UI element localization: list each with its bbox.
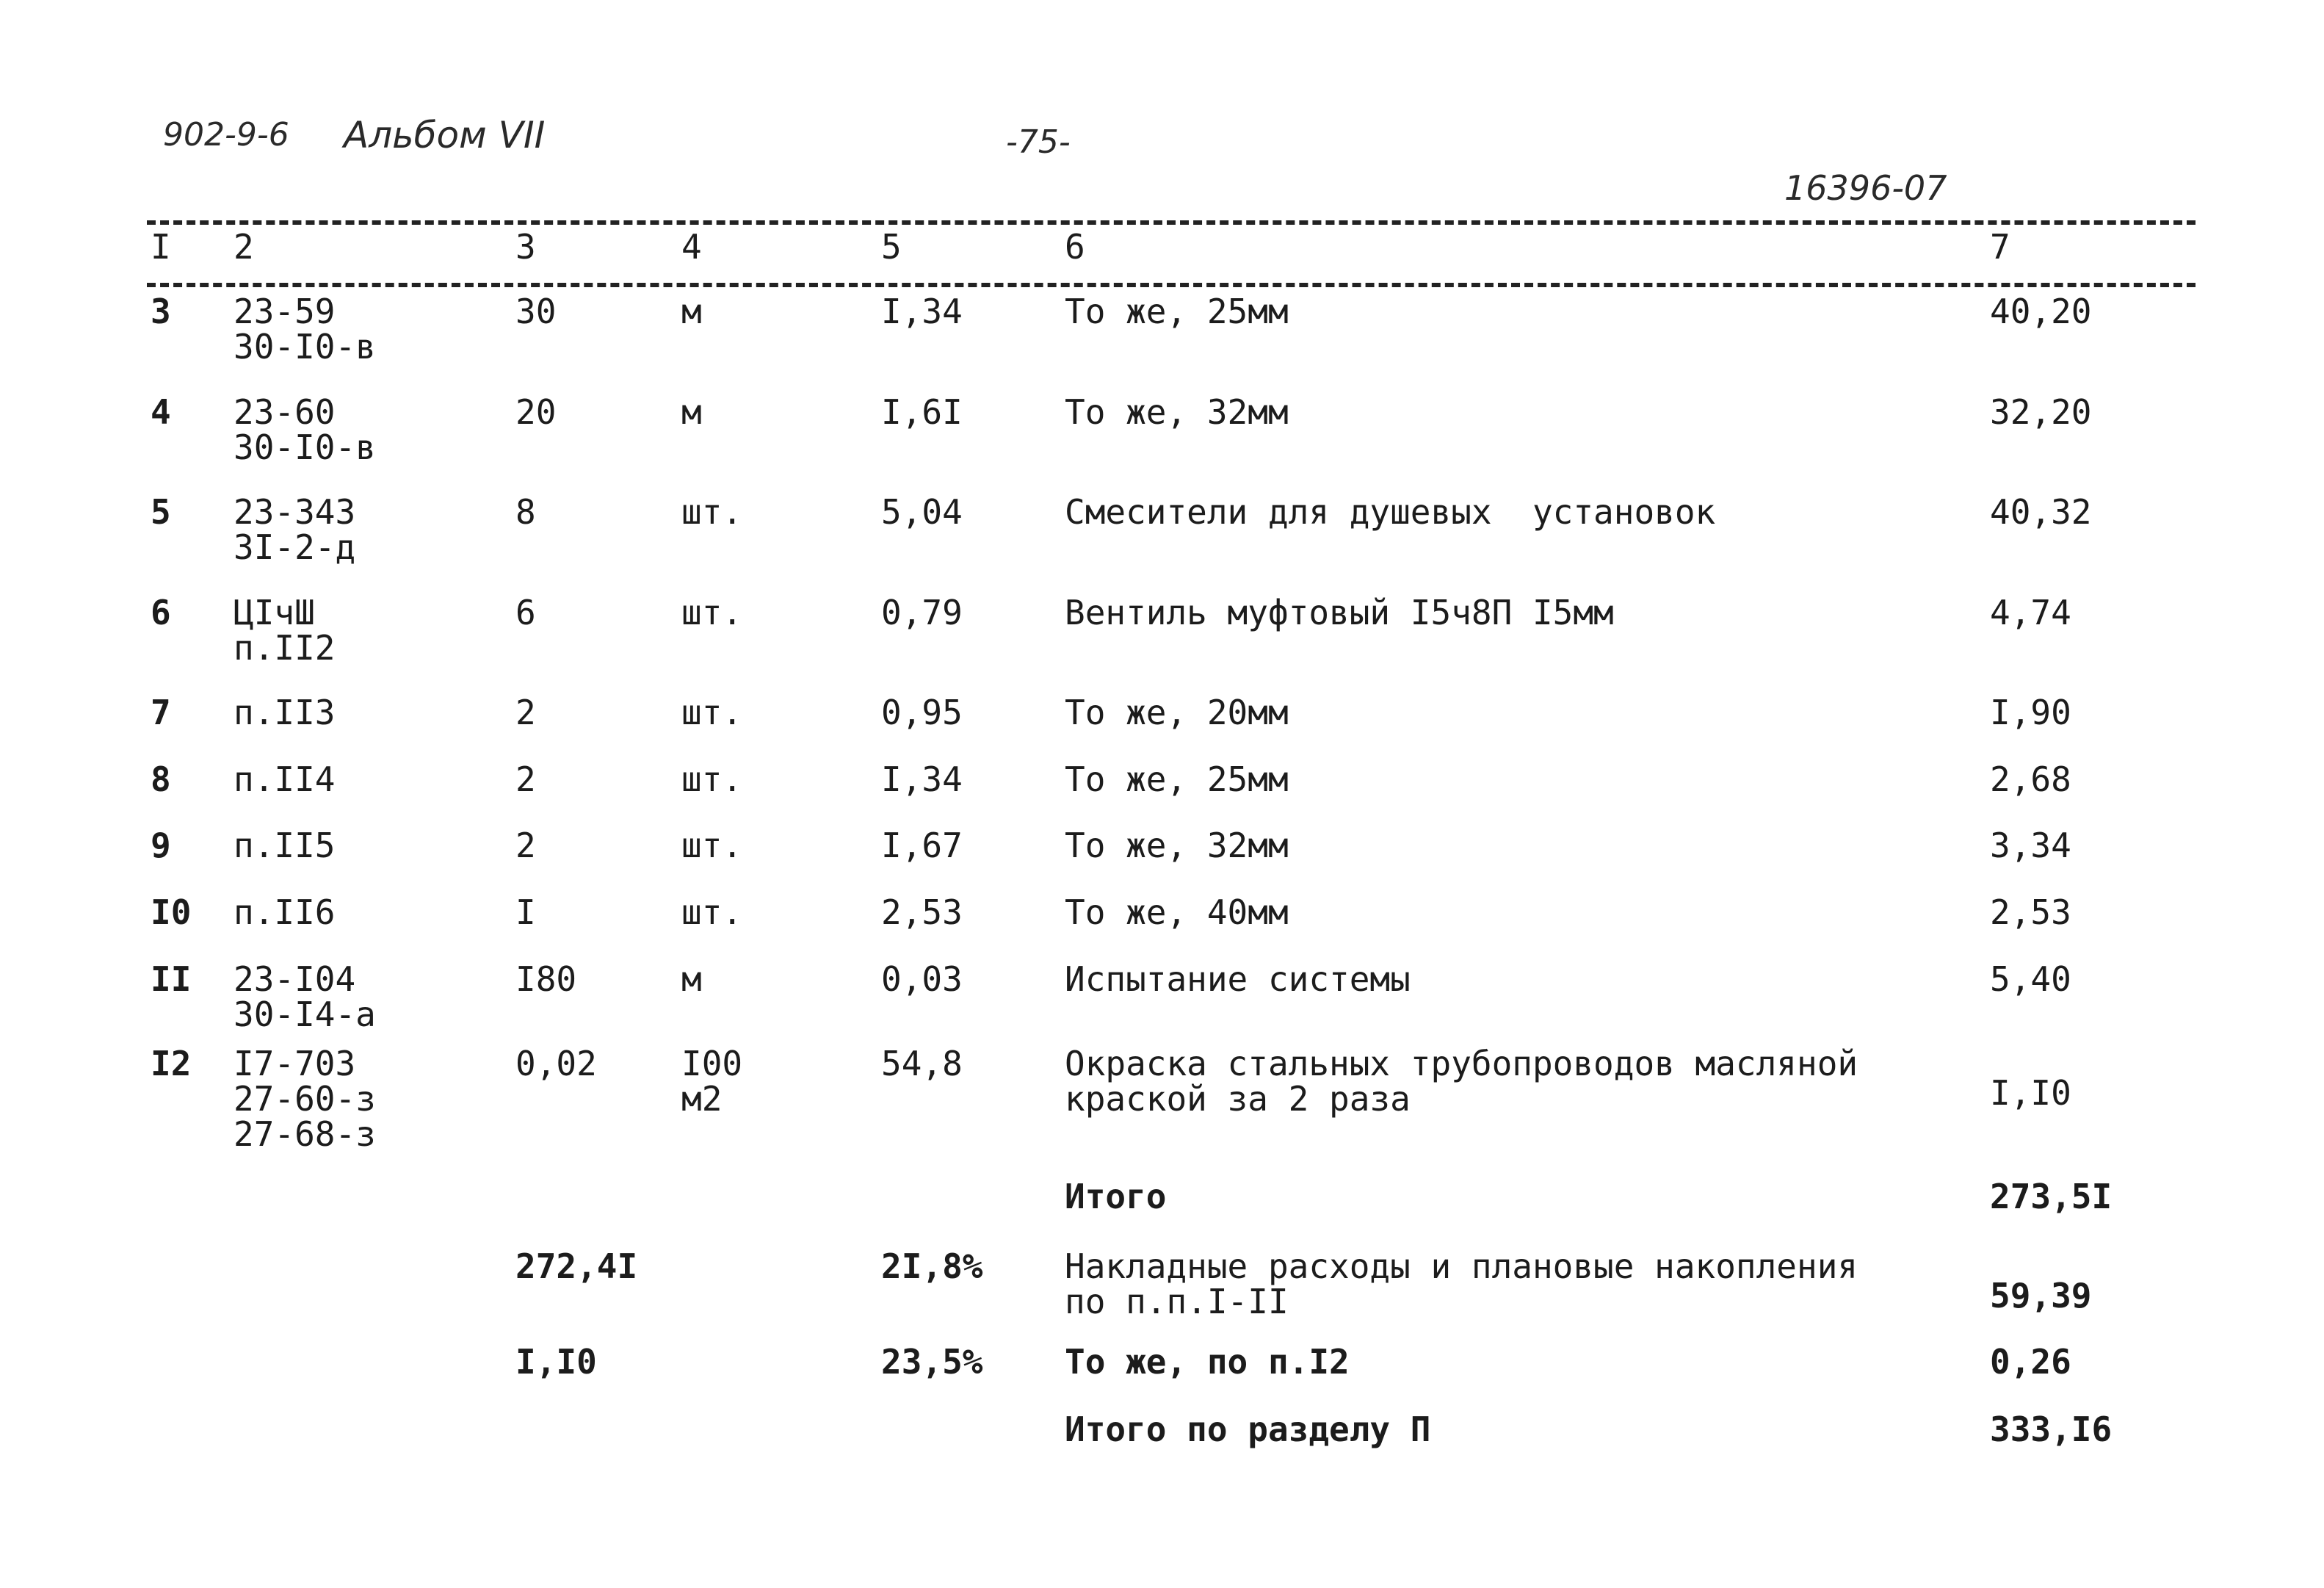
work-description: То же, 32мм xyxy=(1065,826,1289,865)
unit-price: I,67 xyxy=(881,826,963,865)
work-description: То же, 25мм xyxy=(1065,759,1289,799)
norm-code: п.II3 xyxy=(234,693,336,732)
unit-price: 2,53 xyxy=(881,892,963,932)
norm-code: 3I-2-д xyxy=(234,527,356,567)
quantity: 2 xyxy=(515,693,536,732)
row-number: 6 xyxy=(151,593,171,632)
norm-code: п.II4 xyxy=(234,759,336,799)
unit-price: I,34 xyxy=(881,759,963,799)
summary-percent: 2I,8% xyxy=(881,1246,983,1286)
summary-description: То же, по п.I2 xyxy=(1065,1342,1350,1382)
line-total: 32,20 xyxy=(1990,392,2092,432)
line-total: 40,20 xyxy=(1990,292,2092,331)
line-total: 5,40 xyxy=(1990,959,2071,999)
album-title: Альбом VII xyxy=(344,114,546,156)
norm-code: ЦIчШ xyxy=(234,593,315,632)
line-total: 2,68 xyxy=(1990,759,2071,799)
summary-description: по п.п.I-II xyxy=(1065,1282,1289,1321)
summary-total: 0,26 xyxy=(1990,1342,2071,1382)
line-total: 2,53 xyxy=(1990,892,2071,932)
work-description: То же, 20мм xyxy=(1065,693,1289,732)
unit: шт. xyxy=(681,693,743,732)
work-description: То же, 32мм xyxy=(1065,392,1289,432)
row-number: II xyxy=(151,959,192,999)
quantity: 2 xyxy=(515,759,536,799)
summary-total: 333,I6 xyxy=(1990,1410,2113,1449)
unit: м2 xyxy=(681,1079,723,1119)
summary-description: Накладные расходы и плановые накопления xyxy=(1065,1246,1858,1286)
norm-code: п.II2 xyxy=(234,628,336,668)
row-number: 9 xyxy=(151,826,171,865)
column-header: 5 xyxy=(881,227,902,267)
norm-code: п.II6 xyxy=(234,892,336,932)
norm-code: 27-60-з xyxy=(234,1079,376,1119)
table-header-rule xyxy=(147,283,2196,287)
summary-base: 272,4I xyxy=(515,1246,638,1286)
norm-code: 23-60 xyxy=(234,392,336,432)
unit-price: I,34 xyxy=(881,292,963,331)
unit: шт. xyxy=(681,759,743,799)
unit-price: 0,03 xyxy=(881,959,963,999)
row-number: 4 xyxy=(151,392,171,432)
summary-base: I,I0 xyxy=(515,1342,597,1382)
column-header: 6 xyxy=(1065,227,1085,267)
unit-price: 0,95 xyxy=(881,693,963,732)
work-description: То же, 40мм xyxy=(1065,892,1289,932)
unit: м xyxy=(681,959,702,999)
norm-code: 30-I0-в xyxy=(234,327,376,367)
column-header: 2 xyxy=(234,227,254,267)
work-description: Испытание системы xyxy=(1065,959,1411,999)
unit-price: 0,79 xyxy=(881,593,963,632)
work-description: Окраска стальных трубопроводов масляной xyxy=(1065,1044,1858,1083)
line-total: 4,74 xyxy=(1990,593,2071,632)
row-number: I0 xyxy=(151,892,192,932)
page-number: -75- xyxy=(1006,123,1071,161)
summary-description: Итого по разделу П xyxy=(1065,1410,1431,1449)
work-description: То же, 25мм xyxy=(1065,292,1289,331)
summary-total: 273,5I xyxy=(1990,1177,2113,1216)
column-header: I xyxy=(151,227,171,267)
unit: м xyxy=(681,292,702,331)
work-description: Смесители для душевых установок xyxy=(1065,492,1716,532)
row-number: I2 xyxy=(151,1044,192,1083)
quantity: 20 xyxy=(515,392,557,432)
quantity: I xyxy=(515,892,536,932)
line-total: 40,32 xyxy=(1990,492,2092,532)
row-number: 3 xyxy=(151,292,171,331)
unit: шт. xyxy=(681,892,743,932)
norm-code: 23-59 xyxy=(234,292,336,331)
norm-code: п.II5 xyxy=(234,826,336,865)
unit: м xyxy=(681,392,702,432)
column-header: 4 xyxy=(681,227,702,267)
row-number: 8 xyxy=(151,759,171,799)
unit-price: I,6I xyxy=(881,392,963,432)
unit: шт. xyxy=(681,593,743,632)
norm-code: 23-I04 xyxy=(234,959,356,999)
norm-code: 30-I0-в xyxy=(234,427,376,467)
summary-description: Итого xyxy=(1065,1177,1167,1216)
quantity: 8 xyxy=(515,492,536,532)
line-total: 3,34 xyxy=(1990,826,2071,865)
norm-code: 23-343 xyxy=(234,492,356,532)
summary-total: 59,39 xyxy=(1990,1276,2092,1315)
column-header: 7 xyxy=(1990,227,2010,267)
norm-code: 27-68-з xyxy=(234,1114,376,1154)
column-header: 3 xyxy=(515,227,536,267)
quantity: 30 xyxy=(515,292,557,331)
unit-price: 5,04 xyxy=(881,492,963,532)
summary-percent: 23,5% xyxy=(881,1342,983,1382)
norm-code: 30-I4-а xyxy=(234,995,376,1034)
unit: шт. xyxy=(681,492,743,532)
line-total: I,90 xyxy=(1990,693,2071,732)
quantity: 2 xyxy=(515,826,536,865)
norm-code: I7-703 xyxy=(234,1044,356,1083)
document-number: 16396-07 xyxy=(1784,168,1947,208)
quantity: 0,02 xyxy=(515,1044,597,1083)
unit: I00 xyxy=(681,1044,743,1083)
work-description: краской за 2 раза xyxy=(1065,1079,1411,1119)
row-number: 5 xyxy=(151,492,171,532)
unit-price: 54,8 xyxy=(881,1044,963,1083)
quantity: I80 xyxy=(515,959,577,999)
work-description: Вентиль муфтовый I5ч8П I5мм xyxy=(1065,593,1614,632)
line-total: I,I0 xyxy=(1990,1073,2071,1113)
album-code: 902-9-6 xyxy=(163,116,289,154)
table-top-rule xyxy=(147,220,2196,225)
row-number: 7 xyxy=(151,693,171,732)
quantity: 6 xyxy=(515,593,536,632)
unit: шт. xyxy=(681,826,743,865)
